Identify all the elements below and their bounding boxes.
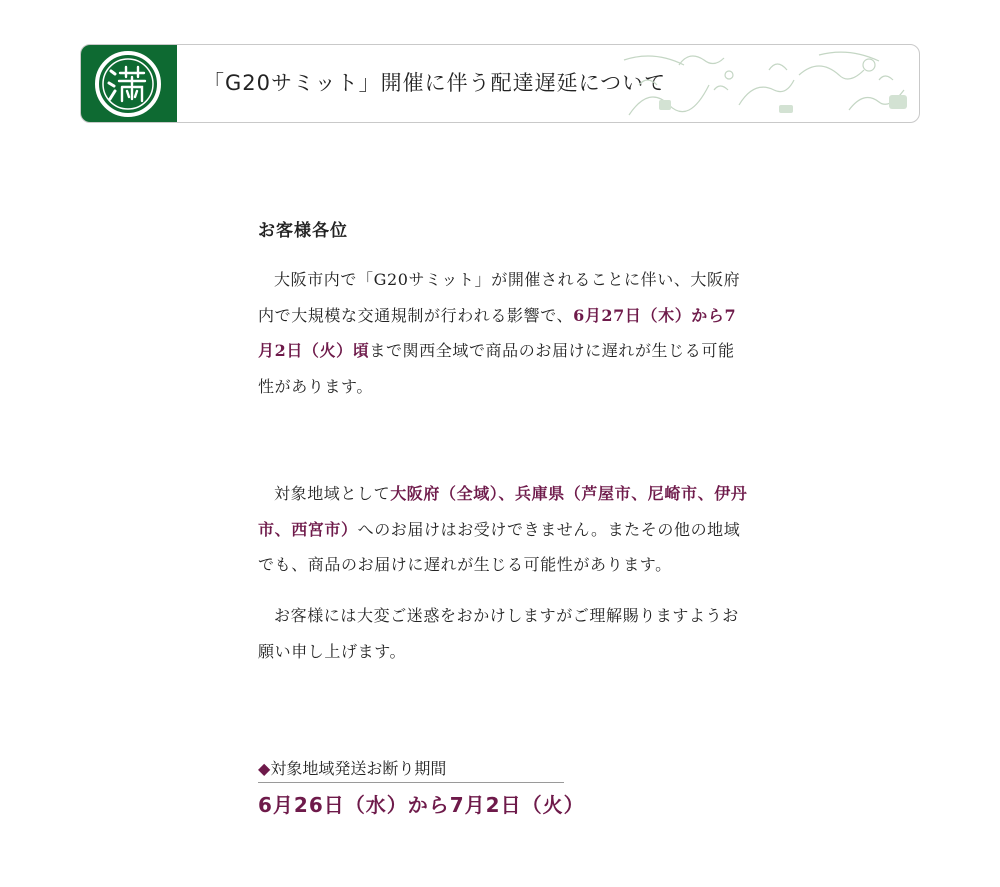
notice-period-box [258,756,585,818]
logo-box [81,45,177,122]
paragraph-apology [258,598,748,669]
salutation: お客様各位 [258,221,348,241]
notice-period: 6月26日（水）から7月2日（火） [258,793,585,817]
paragraph-text: 大阪市内で「G20サミット」が開催されることに伴い、大阪府内で大規模な交通規制が行われる影響で、 [258,270,741,325]
notice-content [258,216,748,241]
diamond-bullet-icon: ◆ [258,759,271,778]
paragraph-text: お客様には大変ご迷惑をおかけしますがご理解賜りますようお願い申し上げます。 [258,606,739,661]
notice-header-banner [80,44,920,123]
notice-label-text: 対象地域発送お断り期間 [270,759,447,778]
highlight-dates: 6月27日（木）から7月2日（火）頃 [258,305,737,360]
notice-label [258,756,564,783]
decorative-scroll-illustration [619,45,919,122]
paragraph-text: 対象地域として [274,484,391,503]
highlight-areas: 大阪府（全域）、兵庫県（芦屋市、尼崎市、伊丹市、西宮市） [258,484,748,539]
page-title: 「G20サミット」開催に伴う配達遅延について [203,71,667,95]
paragraph-text: へのお届けはお受けできません。またその他の地域でも、商品のお届けに遅れが生じる可能性があります。 [258,519,741,574]
paragraph-delay-period [258,262,748,404]
paragraph-target-areas [258,476,748,583]
paragraph-text: まで関西全域で商品のお届けに遅れが生じる可能性があります。 [258,341,735,396]
mitsuru-crest-icon [91,47,165,121]
